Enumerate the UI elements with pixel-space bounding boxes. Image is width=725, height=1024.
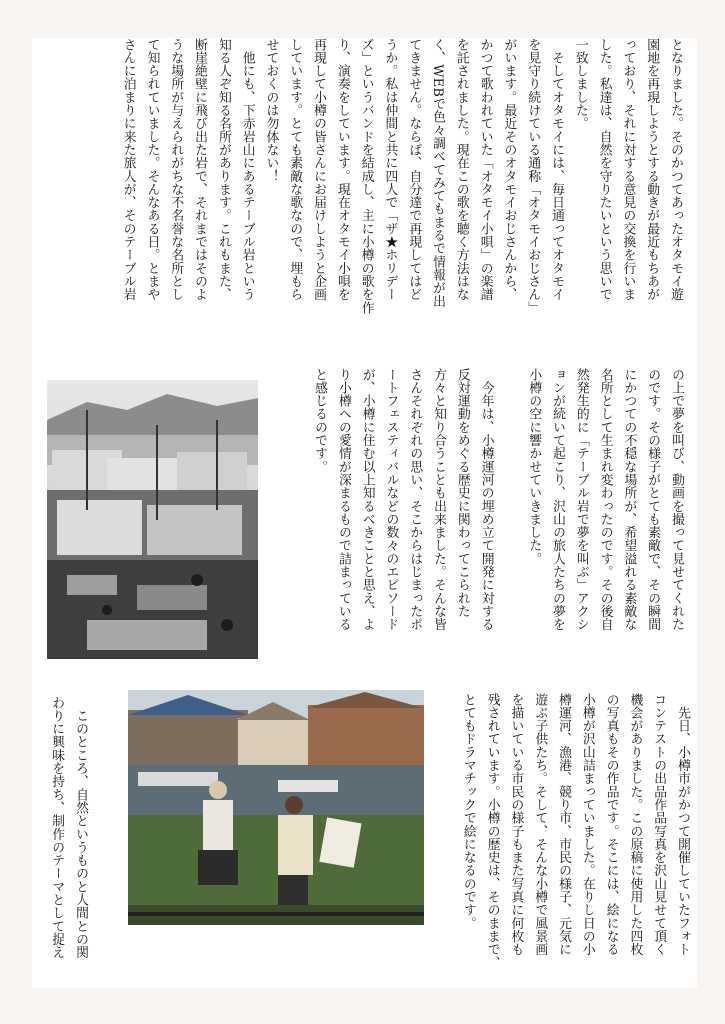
page [32,38,697,988]
harbor-photo-image [47,380,258,659]
text-block-top: となりました。そのかつてあったオタモイ遊 園地を再現しようとする動きが最近もちあが っており、それに対する意見の交換を行いま した。私達は、自然を守りたいという思いで 一致しました。 そしてオタモイには、毎日通ってオタモイ を見守り続けている通称「オタモイおじさん」 がいます。最近そのオタモイおじさんから、 かつて歌われていた「オタモイ小唄」の楽譜 を託されました。現在この歌を聴く方法はな く、WEBで色々調べてみてもまるで情報が出 てきません。ならば、自分達で再現してはど うか。私は仲間と共に四人で「ザ★ホリデー ズ」というバンドを結成し、主に小樽の歌を作 り、演奏をしています。現在オタモイ小唄を 再現して小樽の皆さんにお届けしようと企画 しています。とても素敵な歌なので、埋もら せておくのは勿体ない！ 他にも、下赤岩山にあるテーブル岩という 知る人ぞ知る名所があります。これもまた、 断崖絶壁に飛び出た岩で、それまではそのよ うな場所が与えられがちな不名誉な名所とし て知られていました。そんなある日。とまや さんに泊まりに来た旅人が、そのテーブル岩 [120,38,683,315]
text-block-middle: の上で夢を叫び、動画を撮って見せてくれた のです。その様子がとても素敵で、その瞬間 にかつての不穏な場所が、希望溢れる素敵な 名所として生まれ変わったのです。その後自 然発生的に「テーブル岩で夢を叫ぶ」アクシ ョンが続いて起こり、沢山の旅人たちの夢を 小樽の空に響かせていきました。 今年は、小樽運河の埋め立て開発に対する 反対運動をめぐる歴史に関わってこられた 方々と知り合うことも出来ました。そんな皆 さんそれぞれの思い、そこからはじまったポ ートフェスティバルなどの数々のエピソード が、小樽に住む以上知るべきことと思え、よ り小樽への愛情が深まるもので詰まっている と感じるのです。 [312,368,684,631]
harbor-photo [47,380,258,659]
text-block-bottom-right: 先日、小樽市がかつて開催していたフォト コンテストの出品作品写真を沢山見せて頂く 機会がありました。この原稿に使用した四枚 の写真もその作品です。そこには、絵になる 小樽が沢山詰まっていました。在りし日の小 樽運河、漁港、競り市、市民の様子、元気に 遊ぶ子供たち。そして、そんな小樽で風景画 を描いている市民の様子もまた写真に何枚も 残されています。小樽の歴史は、そのままで、 とてもドラマチックで絵になるのです。 [460,693,690,970]
canal-photo [128,690,424,925]
text-block-bottom-left: このところ、自然というものと人間との関 わりに興味を持ち、制作のテーマとして捉え [49,696,88,959]
canal-photo-image [128,690,424,925]
